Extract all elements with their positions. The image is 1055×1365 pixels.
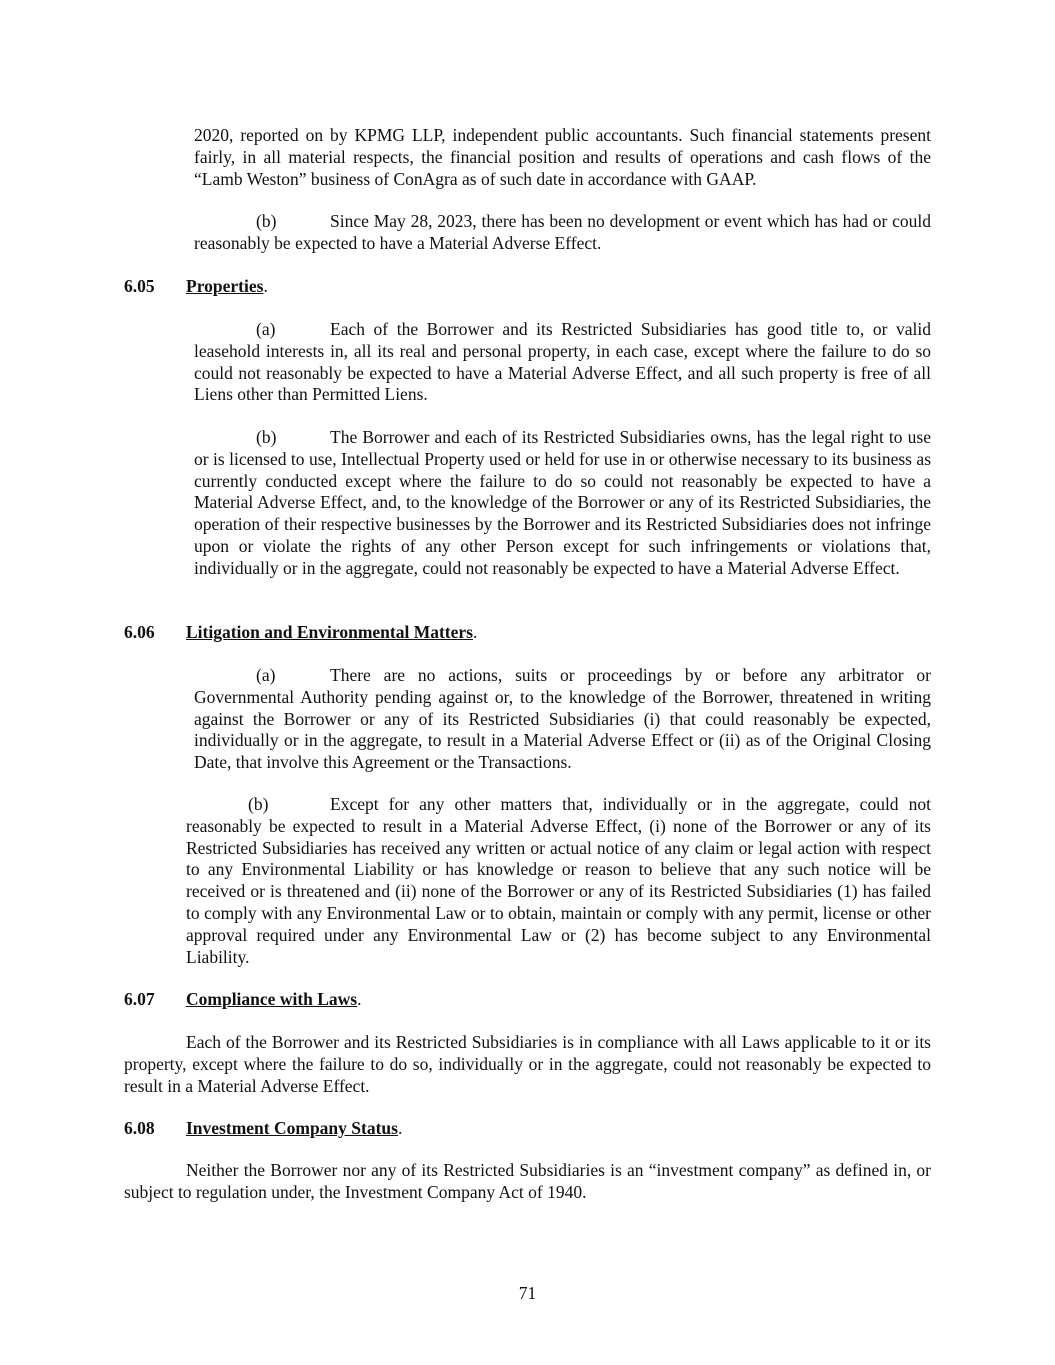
paragraph-6-04-b: (b) Since May 28, 2023, there has been no development or event which has had or could reasonably be expected to have a Material Adverse Effect.: [194, 211, 931, 253]
section-title: Properties: [186, 276, 264, 296]
clause-marker: (b): [256, 211, 277, 231]
clause-marker: (a): [256, 665, 276, 685]
paragraph-continued: 2020, reported on by KPMG LLP, independent public accountants. Such financial statements present fairly, in all material respects, the financial position and results of operations and cash flows of the “Lamb Weston” business of ConAgra as of such date in accordance with GAAP.: [194, 125, 931, 189]
clause-marker: (b): [256, 427, 277, 447]
section-heading-6-05: 6.05 Properties.: [124, 276, 268, 296]
section-number: 6.06: [124, 622, 155, 642]
page-number: 71: [518, 1283, 537, 1303]
section-number: 6.05: [124, 276, 155, 296]
paragraph-6-06-b: (b) Except for any other matters that, individually or in the aggregate, could not reasonably be expected to result in a Material Adverse Effect, (i) none of the Borrower or any of its Restricted Subsidiaries has received any written or actual notice of any claim or legal action with respect to any Environmental Liability or has knowledge or reason to believe that any such notice will be received or is threatened and (ii) none of the Borrower or any of its Restricted Subsidiaries (1) has failed to comply with any Environmental Law or to obtain, maintain or comply with any permit, license or other approval required under any Environmental Law or (2) has become subject to any Environmental Liability.: [186, 794, 931, 967]
section-title: Compliance with Laws: [186, 989, 358, 1009]
clause-marker: (b): [248, 794, 269, 814]
section-number: 6.07: [124, 989, 155, 1009]
clause-marker: (a): [256, 319, 276, 339]
paragraph-6-07: Each of the Borrower and its Restricted Subsidiaries is in compliance with all Laws applicable to it or its property, except where the failure to do so, individually or in the aggregate, could not reasonably be expected to result in a Material Adverse Effect.: [124, 1032, 931, 1096]
paragraph-6-05-a: (a) Each of the Borrower and its Restricted Subsidiaries has good title to, or valid leasehold interests in, all its real and personal property, in each case, except where the failure to do so could not reasonably be expected to have a Material Adverse Effect, and all such property is free of all Liens other than Permitted Liens.: [194, 319, 931, 405]
section-number: 6.08: [124, 1118, 155, 1138]
paragraph-6-05-b: (b) The Borrower and each of its Restricted Subsidiaries owns, has the legal right to use or is licensed to use, Intellectual Property used or held for use in or otherwise necessary to its business as currently conducted except where the failure to do so could not reasonably be expected to have a Material Adverse Effect, and, to the knowledge of the Borrower or any of its Restricted Subsidiaries, the operation of their respective businesses by the Borrower and its Restricted Subsidiaries does not infringe upon or violate the rights of any other Person except for such infringements or violations that, individually or in the aggregate, could not reasonably be expected to have a Material Adverse Effect.: [194, 427, 931, 578]
section-heading-6-08: 6.08 Investment Company Status.: [124, 1118, 403, 1138]
section-heading-6-06: 6.06 Litigation and Environmental Matters.: [124, 622, 478, 642]
section-heading-6-07: 6.07 Compliance with Laws.: [124, 989, 362, 1009]
section-title: Litigation and Environmental Matters: [186, 622, 473, 642]
paragraph-6-06-a: (a) There are no actions, suits or proceedings by or before any arbitrator or Governmental Authority pending against or, to the knowledge of the Borrower, threatened in writing against the Borrower or any of its Restricted Subsidiaries (i) that could reasonably be expected, individually or in the aggregate, to result in a Material Adverse Effect or (ii) as of the Original Closing Date, that involve this Agreement or the Transactions.: [194, 665, 931, 773]
section-title: Investment Company Status: [186, 1118, 398, 1138]
paragraph-6-08: Neither the Borrower nor any of its Restricted Subsidiaries is an “investment company” as defined in, or subject to regulation under, the Investment Company Act of 1940.: [124, 1160, 931, 1202]
